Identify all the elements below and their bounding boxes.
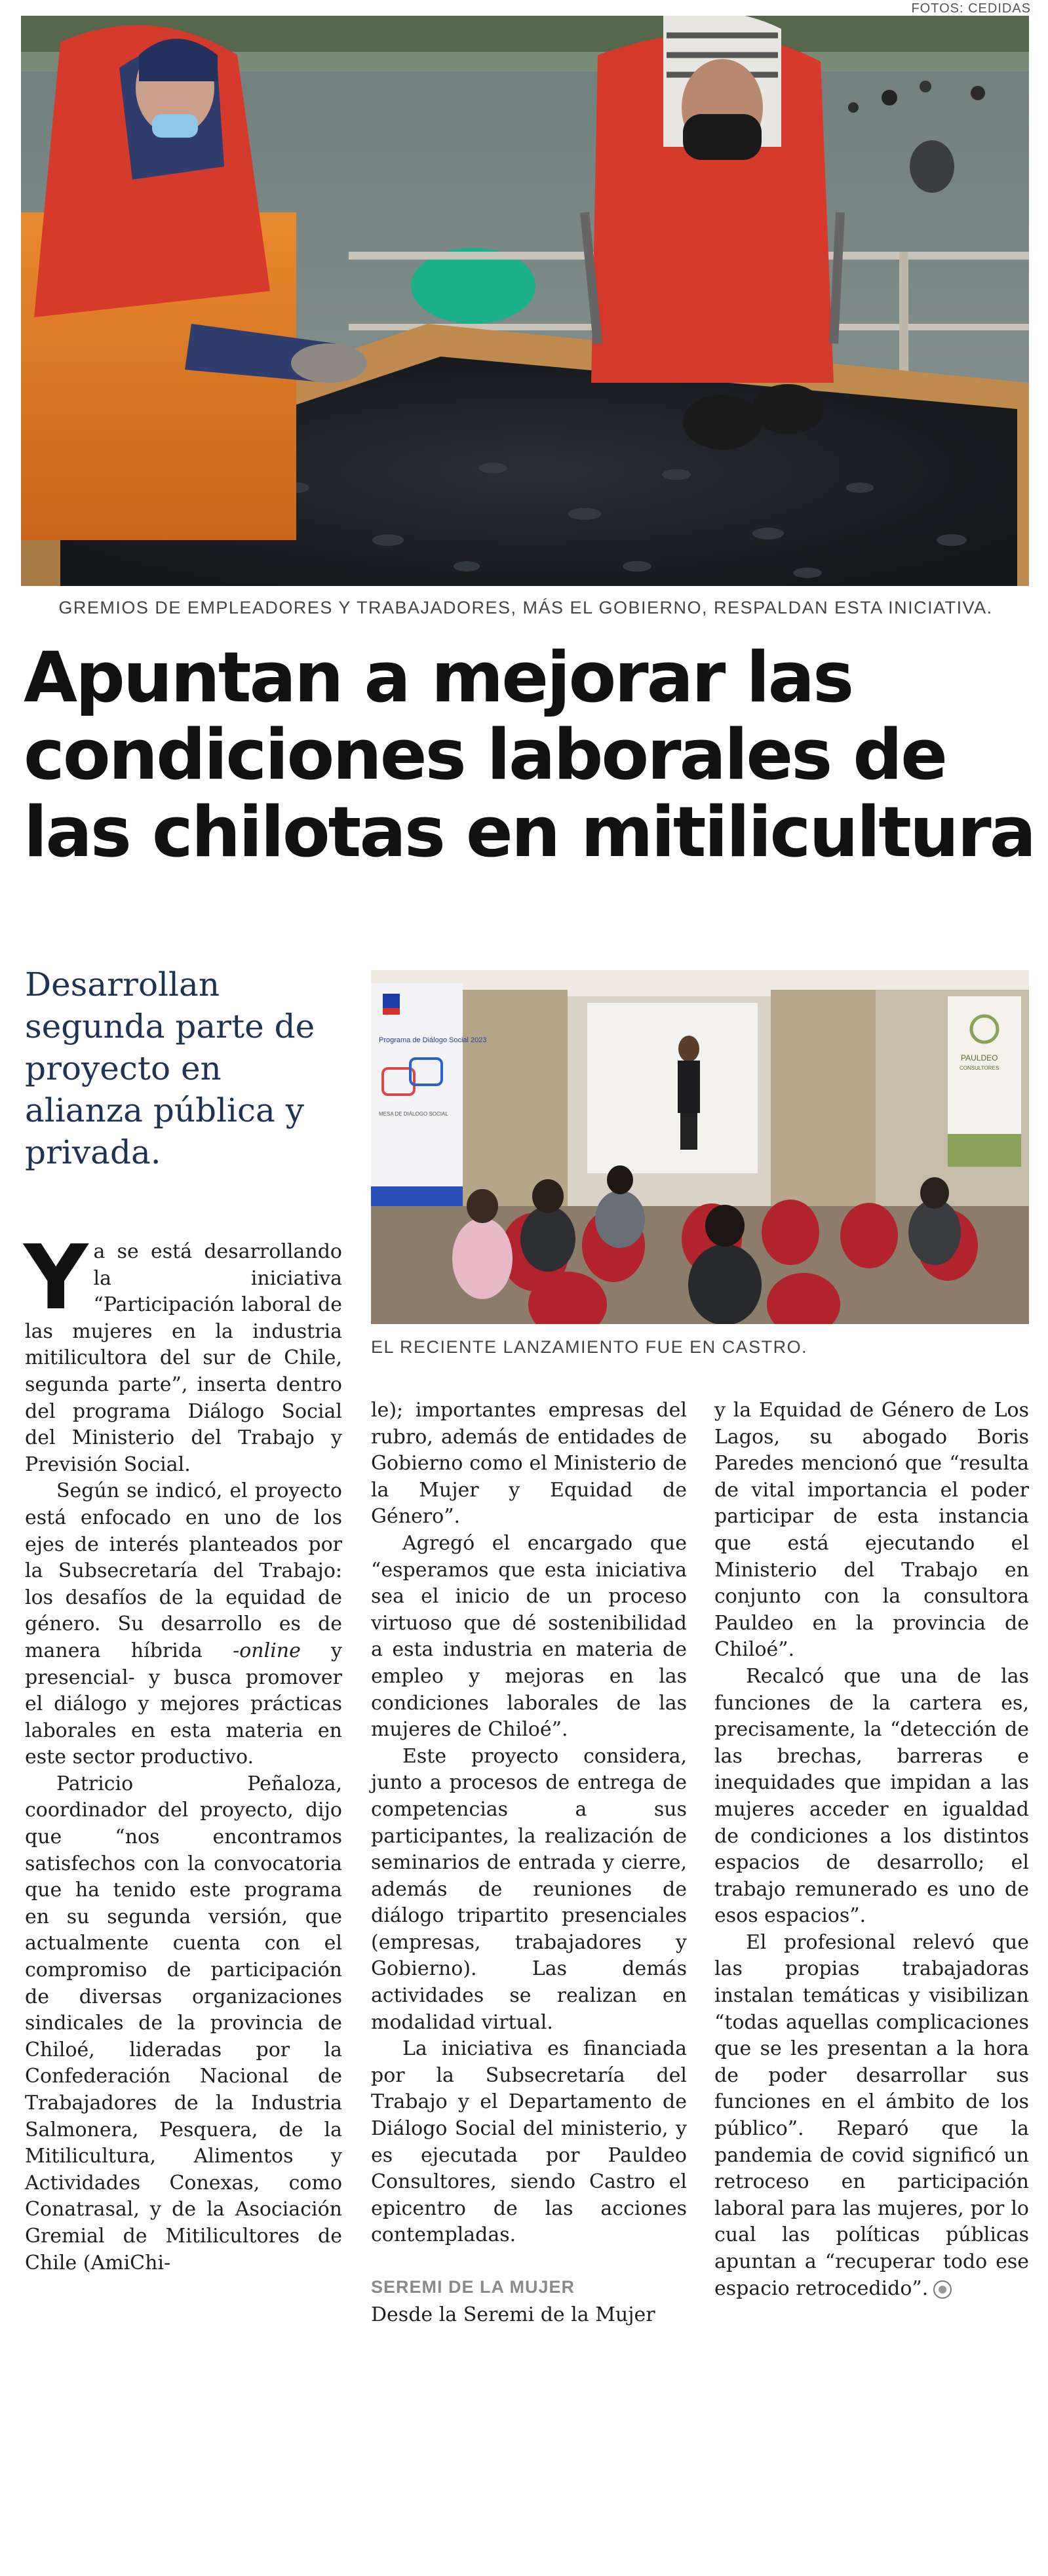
paragraph-text: El profesional relevó que las propias trabajadoras instalan temáticas y visibilizan “todas aquellas complicaciones que se les presentan a la hora de poder desarrollar sus funciones en el ámbito de los público”. Reparó que la pandemia de covid significó un retroceso en participación laboral para las mujeres, por lo cual las políticas públicas apuntan a “recuperar todo ese espacio retrocedido”. (714, 1930, 1029, 2300)
article-paragraph: Patricio Peñaloza, coordinador del proyecto, dijo que “nos encontramos satisfechos con la convocatoria que ha tenido este programa en su segunda versión, que actualmente cuenta con el compromiso de participación de diversas organizaciones sindicales de la provincia de Chiloé, lideradas por la Confederación Nacional de Trabajadores de la Industria Salmonera, Pesquera, de la Mitilicultura, Alimentos y Actividades Conexas, como Conatrasal, y de la Asociación Gremial de Mitilicultores de Chile (AmiChi- (25, 1772, 342, 2274)
buoy (920, 81, 931, 92)
emphasis-online: -online (233, 1639, 301, 1662)
presenter (678, 1036, 700, 1150)
section-label: SEREMI DE LA MUJER (371, 2277, 575, 2297)
paragraph-text: y presencial- y busca promover el diálogo y mejores prácticas laborales en esta materia en este sector productivo. (25, 1639, 342, 1769)
article-column-1 (24, 1226, 342, 2276)
article-column-3 (714, 1397, 1029, 2302)
headline-line: condiciones laborales de (24, 714, 946, 795)
event-photo (371, 970, 1029, 1324)
glove (752, 384, 824, 434)
banner-right (948, 996, 1021, 1167)
event-caption: EL RECIENTE LANZAMIENTO FUE EN CASTRO. (371, 1337, 808, 1357)
end-mark-icon (933, 2280, 952, 2299)
article-paragraph: le); importantes empresas del rubro, además de entidades de Gobierno como el Ministerio de la Mujer y Equidad de Género”. (371, 1399, 687, 1529)
banner-right-subtitle: CONSULTORES (960, 1065, 999, 1071)
hero-photo (21, 16, 1029, 586)
banner-left-subtitle: MESA DE DIÁLOGO SOCIAL (379, 1111, 448, 1117)
article-paragraph: La iniciativa es financiada por la Subsecretaría del Trabajo y el Departamento de Diálogo Social del ministerio, y es ejecutada por Pauldeo Consultores, siendo Castro el epicentro de las acciones contempladas. (371, 2037, 687, 2247)
article-paragraph: Agregó el encargado que “esperamos que esta iniciativa sea el inicio de un proceso virtuoso que dé sostenibilidad a esta industria en materia de empleo y mejoras en las condiciones laborales de las mujeres de Chiloé”. (371, 1531, 687, 1742)
banner-right-title: PAULDEO (961, 1053, 998, 1063)
buoy (971, 86, 985, 100)
article-paragraph: Desde la Seremi de la Mujer (371, 2303, 655, 2326)
headline (24, 637, 1035, 872)
paragraph-text: Según se indicó, el proyecto está enfocado en uno de los ejes de interés planteados por la Subsecretaría del Trabajo: los desafíos de la equidad de género. Su desarrollo es de manera híbrida (25, 1479, 342, 1662)
headline-line: las chilotas en mitilicultura (24, 792, 1035, 872)
glove (683, 395, 762, 450)
article-paragraph (714, 1930, 1029, 2302)
hero-caption: GREMIOS DE EMPLEADORES Y TRABAJADORES, MÁS EL GOBIERNO, RESPALDAN ESTA INICIATIVA. (58, 598, 993, 617)
buoy (848, 102, 859, 113)
buoy (910, 140, 954, 193)
article-paragraph (24, 1226, 342, 1478)
buoy (882, 90, 897, 106)
drop-cap: Y (24, 1226, 88, 1330)
article-column-2 (371, 1397, 687, 2328)
paragraph-text: a se está desarrollando la iniciativa “Participación laboral de las mujeres en la industria mitilicultora del sur de Chile, segunda parte”, inserta dentro del programa Diálogo Social del Ministerio del Trabajo y Previsión Social. (25, 1240, 342, 1476)
article-paragraph: Este proyecto considera, junto a procesos de entrega de competencias a sus participantes, la realización de seminarios de entrada y cierre, además de reuniones de diálogo tripartito presenciales (empresas, trabajadores y Gobierno). Las demás actividades se realizan en modalidad virtual. (371, 1744, 687, 2034)
banner-left-title: Programa de Diálogo Social 2023 (379, 1036, 487, 1044)
article-paragraph: Recalcó que una de las funciones de la cartera es, precisamente, la “detección de las brechas, barreras e inequidades que impidan a las mujeres acceder en igualdad de condiciones a los distintos espacios de desarrollo; el trabajo remunerado es uno de esos espacios”. (714, 1664, 1029, 1928)
photo-credit: FOTOS: CEDIDAS (911, 1, 1031, 16)
headline-line: Apuntan a mejorar las (24, 637, 853, 718)
glove (291, 343, 367, 383)
article-paragraph (25, 1478, 342, 1771)
article-paragraph: y la Equidad de Género de Los Lagos, su abogado Boris Paredes mencionó que “resulta de vital importancia el poder participar de esta instancia que está ejecutando el Ministerio del Trabajo en conjunto con la consultora Pauldeo en la provincia de Chiloé”. (714, 1399, 1029, 1662)
subheadline: Desarrollan segunda parte de proyecto en alianza pública y privada. (25, 966, 315, 1171)
